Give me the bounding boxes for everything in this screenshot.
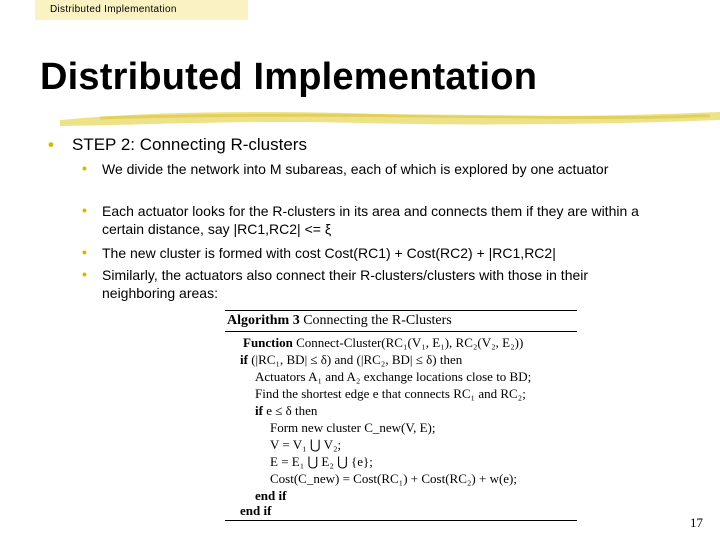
bullet-item <box>102 244 662 262</box>
algorithm-line: if e ≤ δ then <box>255 403 318 418</box>
bullet-item-text: The new cluster is formed with cost Cost(RC1) + Cost(RC2) + |RC1,RC2| <box>102 245 556 261</box>
algorithm-line: V = V₁ ⋃ V₂; <box>270 437 342 452</box>
algorithm-line: Function Connect-Cluster(RC₁(V₁, E₁), RC₂(V₂, E₂)) <box>243 335 524 350</box>
header-tag: Distributed Implementation <box>35 0 248 20</box>
algorithm-line: E = E₁ ⋃ E₂ ⋃ {e}; <box>270 454 373 469</box>
algorithm-line: Form new cluster C_new(V, E); <box>270 420 436 435</box>
bullet-item <box>102 202 662 238</box>
algorithm-line: Actuators A₁ and A₂ exchange locations close to BD; <box>255 369 532 384</box>
algorithm-line: Find the shortest edge e that connects RC₁ and RC₂; <box>255 386 526 401</box>
bullet-icon: • <box>82 244 87 260</box>
bullet-level1: STEP 2: Connecting R-clusters <box>72 135 307 154</box>
slide-title: Distributed Implementation <box>40 56 538 98</box>
algorithm-line: end if <box>240 503 272 518</box>
bullet-icon: • <box>82 266 87 282</box>
bullet-item-text: Each actuator looks for the R-clusters in its area and connects them if they are within a certain distance, say |RC1,RC2| <= ξ <box>102 203 639 237</box>
algorithm-line: if (|RC₁, BD| ≤ δ) and (|RC₂, BD| ≤ δ) then <box>240 352 463 367</box>
title-underline-brush <box>60 106 720 132</box>
algorithm-line: end if <box>255 488 287 503</box>
bullet-item <box>102 266 662 302</box>
bullet-icon: • <box>82 160 87 176</box>
algorithm-bottom-rule <box>225 520 577 521</box>
algorithm-caption-rule <box>225 331 577 332</box>
algorithm-top-rule <box>225 310 577 311</box>
algorithm-box <box>225 310 577 522</box>
bullet-icon: • <box>82 202 87 218</box>
bullet-icon: • <box>48 135 54 154</box>
algorithm-caption <box>227 313 452 329</box>
algorithm-line: Cost(C_new) = Cost(RC₁) + Cost(RC₂) + w(e); <box>270 471 517 486</box>
bullet-item <box>102 160 662 178</box>
algorithm-caption-number: Algorithm 3 <box>227 313 300 328</box>
algorithm-caption-text: Connecting the R-Clusters <box>303 313 452 328</box>
page-number: 17 <box>690 515 703 530</box>
bullet-item-text: We divide the network into M subareas, each of which is explored by one actuator <box>102 161 609 177</box>
bullet-item-text: Similarly, the actuators also connect their R-clusters/clusters with those in their neighboring areas: <box>102 267 589 301</box>
